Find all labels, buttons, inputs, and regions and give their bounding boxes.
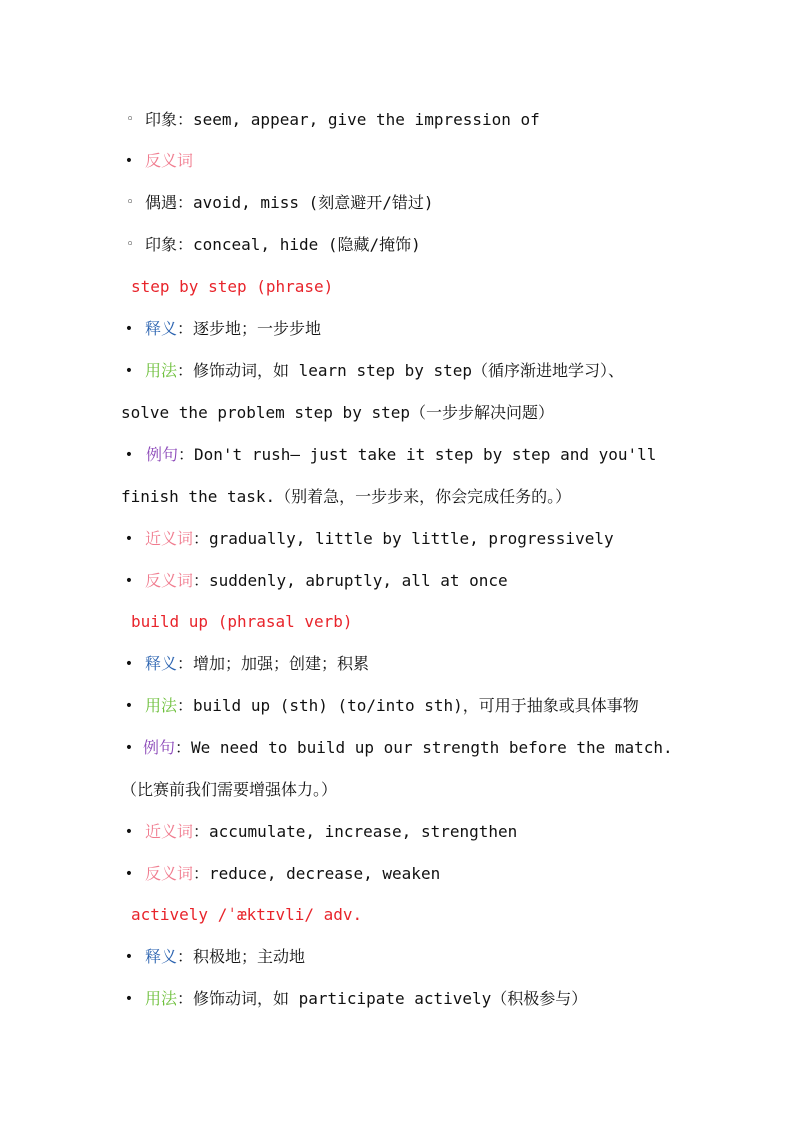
continuation-line (0, 398, 800, 428)
dot-bullet-icon: • (124, 531, 134, 547)
entry-heading-text: build up (phrasal verb) (131, 612, 353, 631)
entry-heading (0, 607, 800, 637)
antonym-label: 反义词 (145, 864, 194, 883)
dot-bullet-icon: • (124, 573, 134, 589)
line-content (145, 691, 639, 721)
line-content (145, 566, 508, 596)
sub-bullet-line (0, 188, 800, 218)
dot-bullet-icon: • (124, 698, 134, 714)
bullet-line (0, 859, 800, 889)
line-text: ：gradually, little by little, progressively (193, 529, 614, 548)
line-text: 偶遇：avoid, miss (刻意避开/错过) (145, 193, 434, 212)
line-text: ：修饰动词，如 learn step by step（循序渐进地学习）、 (177, 361, 625, 380)
line-content (145, 859, 440, 889)
bullet-line (0, 942, 800, 972)
dot-bullet-icon: • (124, 363, 134, 379)
line-content (145, 984, 587, 1014)
entry-heading (0, 900, 800, 930)
bullet-line (0, 524, 800, 554)
meaning-label: 释义 (145, 654, 178, 673)
line-text: finish the task.（别着急，一步步来，你会完成任务的。） (121, 487, 572, 506)
line-content (145, 314, 321, 344)
bullet-line (0, 440, 800, 470)
dot-bullet-icon: • (124, 824, 134, 840)
line-text: ：增加；加强；创建；积累 (177, 654, 370, 673)
line-text: 印象：conceal, hide (隐藏/掩饰) (145, 235, 421, 254)
line-text: ：accumulate, increase, strengthen (193, 822, 518, 841)
synonym-label: 近义词 (145, 822, 194, 841)
bullet-line (0, 356, 800, 386)
dot-bullet-icon: • (124, 656, 134, 672)
dot-bullet-icon: • (124, 153, 134, 169)
continuation-line (0, 775, 800, 805)
bullet-line (0, 984, 800, 1014)
circle-bullet-icon: ◦ (126, 112, 134, 127)
circle-bullet-icon: ◦ (126, 195, 134, 210)
meaning-label: 释义 (145, 947, 178, 966)
line-content (145, 356, 624, 386)
example-label: 例句 (146, 445, 179, 464)
line-content (145, 524, 614, 554)
synonym-label: 近义词 (145, 529, 194, 548)
line-content (145, 817, 517, 847)
entry-heading-text: actively /ˈæktɪvli/ adv. (131, 905, 363, 924)
bullet-line (0, 649, 800, 679)
line-content (146, 440, 656, 470)
bullet-line (0, 146, 800, 176)
sub-bullet-line (0, 105, 800, 135)
dot-bullet-icon: • (124, 321, 134, 337)
line-text: 印象：seem, appear, give the impression of (145, 110, 540, 129)
usage-label: 用法 (145, 989, 178, 1008)
dot-bullet-icon: • (124, 866, 134, 882)
entry-heading (0, 272, 800, 302)
bullet-line (0, 566, 800, 596)
line-content (145, 942, 305, 972)
antonym-label: 反义词 (145, 151, 194, 170)
line-text: ：We need to build up our strength before the match. (175, 738, 673, 757)
example-label: 例句 (143, 738, 176, 757)
circle-bullet-icon: ◦ (126, 237, 134, 252)
line-text: ：suddenly, abruptly, all at once (193, 571, 508, 590)
line-text: ：逐步地；一步步地 (177, 319, 322, 338)
continuation-line (0, 482, 800, 512)
line-text: ：积极地；主动地 (177, 947, 306, 966)
bullet-line (0, 314, 800, 344)
line-content (143, 733, 673, 763)
usage-label: 用法 (145, 361, 178, 380)
dot-bullet-icon: • (124, 991, 134, 1007)
line-text: ：修饰动词，如 participate actively（积极参与） (177, 989, 588, 1008)
line-text: ：Don't rush— just take it step by step and you'll (178, 445, 657, 464)
entry-heading-text: step by step (phrase) (131, 277, 334, 296)
line-text: solve the problem step by step（一步步解决问题） (121, 403, 554, 422)
usage-label: 用法 (145, 696, 178, 715)
antonym-label: 反义词 (145, 571, 194, 590)
dot-bullet-icon: • (124, 447, 134, 463)
line-text: （比赛前我们需要增强体力。） (121, 780, 338, 799)
line-text: ：build up (sth) (to/into sth)，可用于抽象或具体事物 (177, 696, 639, 715)
bullet-line (0, 691, 800, 721)
bullet-line (0, 817, 800, 847)
dot-bullet-icon: • (124, 949, 134, 965)
sub-bullet-line (0, 230, 800, 260)
dot-bullet-icon: • (124, 740, 134, 756)
meaning-label: 释义 (145, 319, 178, 338)
line-content (145, 649, 369, 679)
bullet-line (0, 733, 800, 763)
line-text: ：reduce, decrease, weaken (193, 864, 441, 883)
